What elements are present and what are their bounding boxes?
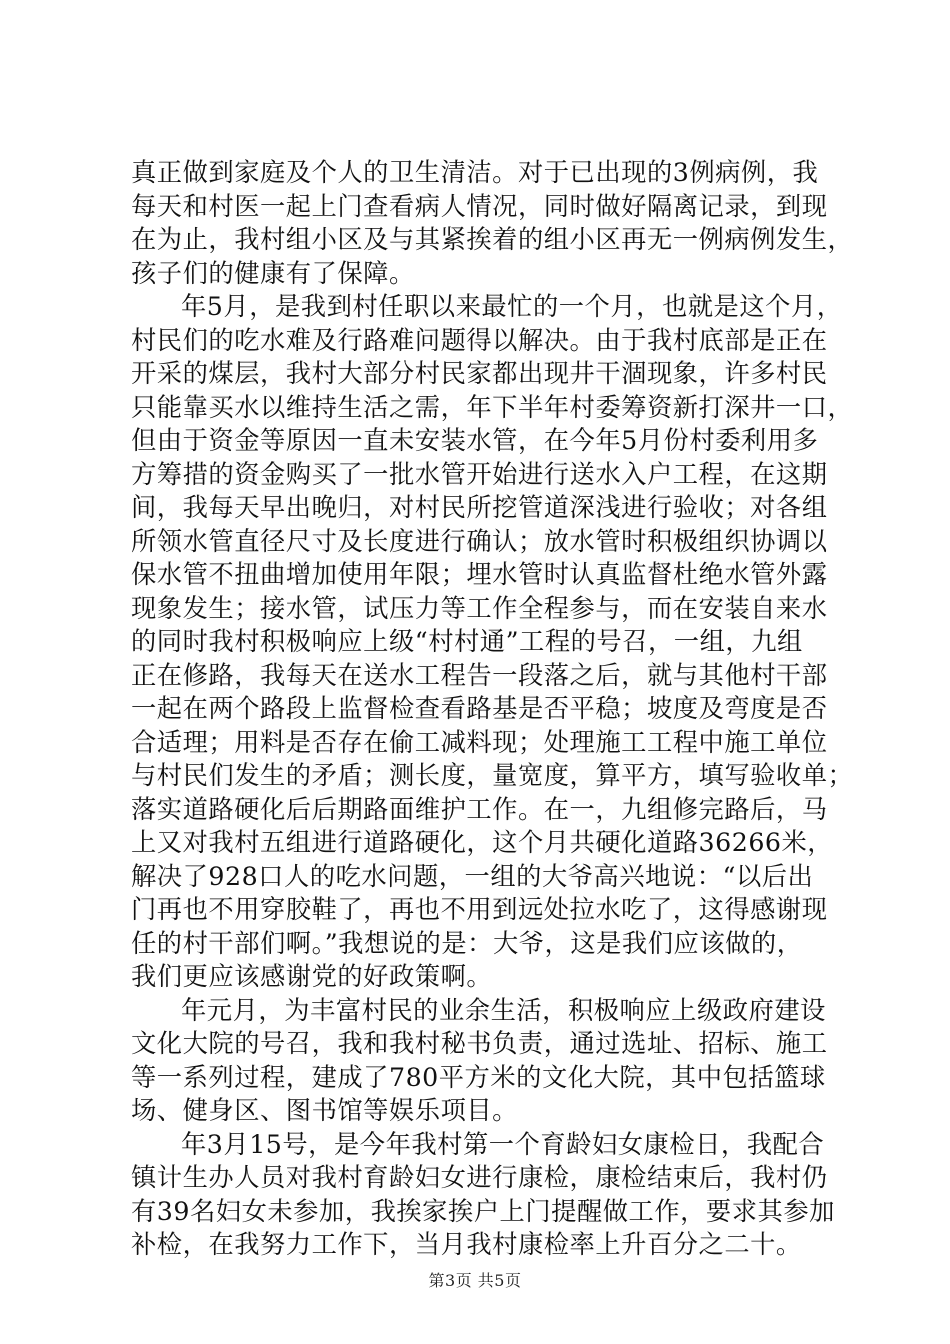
text-line: 孩子们的健康有了保障。 bbox=[131, 258, 415, 288]
text-line: 正在修路，我每天在送水工程告一段落之后，就与其他村干部 bbox=[131, 660, 828, 690]
text-line: 解决了928口人的吃水问题，一组的大爷高兴地说：“以后出 bbox=[131, 861, 814, 891]
text-line: 只能靠买水以维持生活之需，年下半年村委筹资新打深井一口， bbox=[131, 392, 854, 422]
text-line: 保水管不扭曲增加使用年限；埋水管时认真监督杜绝水管外露 bbox=[131, 560, 828, 589]
text-line: 落实道路硬化后后期路面维护工作。在一，九组修完路后，马 bbox=[131, 794, 828, 824]
text-line: 上又对我村五组进行道路硬化，这个月共硬化道路36266米， bbox=[131, 828, 834, 857]
text-line: 门再也不用穿胶鞋了，再也不用到远处拉水吃了，这得感谢现 bbox=[131, 895, 828, 924]
body-text bbox=[131, 156, 854, 1262]
text-line: 现象发生；接水管，试压力等工作全程参与，而在安装自来水 bbox=[131, 593, 828, 623]
text-line: 在为止，我村组小区及与其紧挨着的组小区再无一例病例发生， bbox=[131, 225, 854, 254]
text-line: 有39名妇女未参加，我挨家挨户上门提醒做工作，要求其参加 bbox=[131, 1196, 835, 1226]
text-line: 开采的煤层，我村大部分村民家都出现井干涸现象，许多村民 bbox=[131, 359, 828, 388]
text-line: 文化大院的号召，我和我村秘书负责，通过选址、招标、施工 bbox=[131, 1029, 828, 1058]
paragraph-start-line: 年3月15号，是今年我村第一个育龄妇女康检日，我配合 bbox=[181, 1129, 825, 1159]
paragraph-start-line: 年5月，是我到村任职以来最忙的一个月，也就是这个月， bbox=[181, 292, 843, 321]
text-line: 与村民们发生的矛盾；测长度，量宽度，算平方，填写验收单； bbox=[131, 761, 854, 790]
text-line: 场、健身区、图书馆等娱乐项目。 bbox=[131, 1096, 518, 1125]
text-line: 镇计生办人员对我村育龄妇女进行康检，康检结束后，我村仍 bbox=[131, 1163, 828, 1192]
text-line: 村民们的吃水难及行路难问题得以解决。由于我村底部是正在 bbox=[131, 325, 828, 355]
page-footer: 第3页 共5页 bbox=[428, 1271, 522, 1290]
paragraph-start-line: 年元月，为丰富村民的业余生活，积极响应上级政府建设 bbox=[181, 995, 826, 1025]
text-line: 方筹措的资金购买了一批水管开始进行送水入户工程，在这期 bbox=[131, 459, 828, 489]
text-line: 我们更应该感谢党的好政策啊。 bbox=[131, 962, 493, 991]
text-line: 任的村干部们啊。”我想说的是：大爷，这是我们应该做的， bbox=[131, 928, 803, 958]
text-line: 合适理；用料是否存在偷工减料现；处理施工工程中施工单位 bbox=[131, 727, 828, 757]
text-line: 补检，在我努力工作下，当月我村康检率上升百分之二十。 bbox=[131, 1230, 802, 1259]
text-line: 但由于资金等原因一直未安装水管，在今年5月份村委利用多 bbox=[131, 426, 819, 455]
text-line: 真正做到家庭及个人的卫生清洁。对于已出现的3例病例，我 bbox=[131, 158, 819, 187]
text-line: 每天和村医一起上门查看病人情况，同时做好隔离记录，到现 bbox=[131, 191, 828, 221]
text-line: 等一系列过程，建成了780平方米的文化大院，其中包括篮球 bbox=[131, 1062, 826, 1092]
text-line: 所领水管直径尺寸及长度进行确认；放水管时积极组织协调以 bbox=[131, 526, 828, 556]
text-line: 的同时我村积极响应上级“村村通”工程的号召，一组，九组 bbox=[131, 627, 803, 656]
text-line: 一起在两个路段上监督检查看路基是否平稳；坡度及弯度是否 bbox=[131, 694, 828, 723]
text-line: 间，我每天早出晚归，对村民所挖管道深浅进行验收；对各组 bbox=[131, 493, 828, 522]
